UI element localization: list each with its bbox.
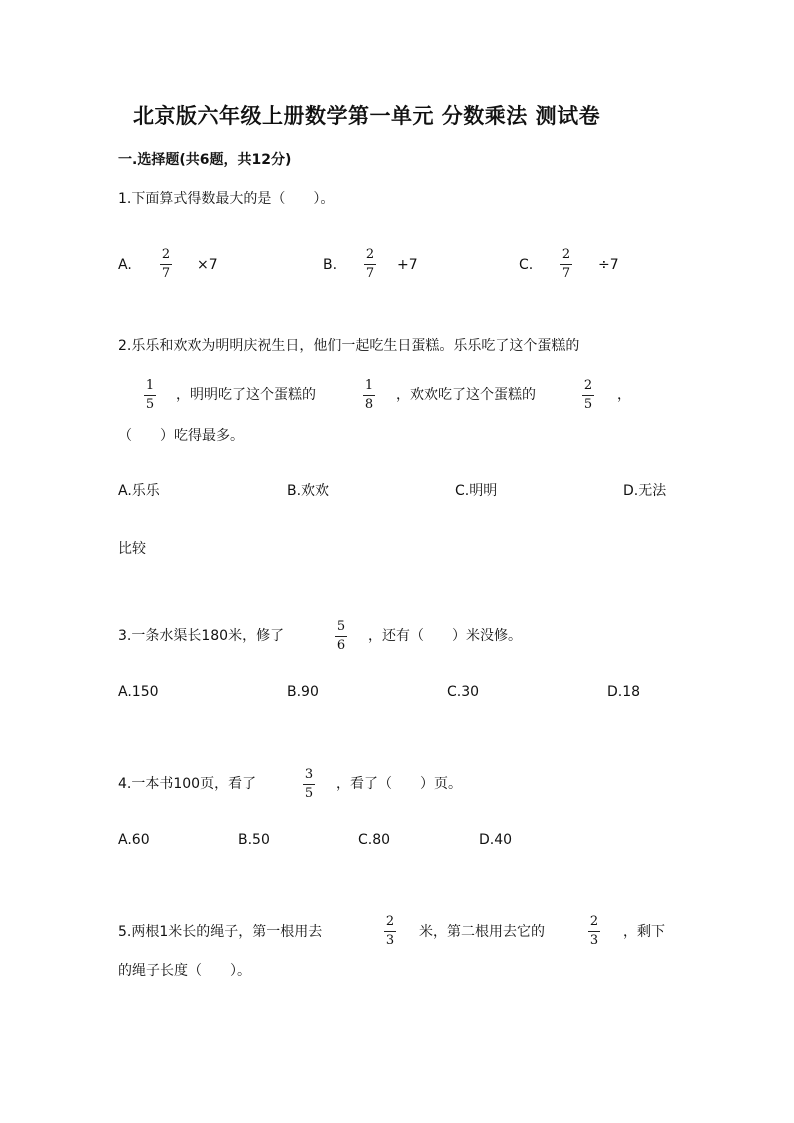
numerator: 2 bbox=[385, 914, 395, 929]
q2-option-c: C.明明 bbox=[455, 483, 498, 499]
q4-option-d: D.40 bbox=[479, 832, 513, 848]
question-5-stem-pre: 5.两根1米长的绳子，第一根用去 bbox=[118, 924, 323, 940]
q2-option-a: A.乐乐 bbox=[118, 483, 160, 499]
q4-option-c: C.80 bbox=[358, 832, 391, 848]
question-5-stem-post: ，剩下 bbox=[623, 924, 665, 940]
numerator: 2 bbox=[583, 378, 593, 393]
question-4-stem-pre: 4.一本书100页，看了 bbox=[118, 776, 257, 792]
question-4-stem-post: ，看了（ ）页。 bbox=[336, 776, 462, 792]
numerator: 3 bbox=[304, 767, 314, 782]
q3-option-b: B.90 bbox=[287, 684, 319, 700]
q1-option-b-fraction bbox=[364, 248, 376, 281]
q1-option-c-operation: ÷7 bbox=[598, 257, 619, 273]
denominator: 5 bbox=[304, 786, 314, 801]
denominator: 7 bbox=[161, 266, 171, 281]
question-3-stem-pre: 3.一条水渠长180米，修了 bbox=[118, 628, 285, 644]
denominator: 7 bbox=[561, 266, 571, 281]
numerator: 2 bbox=[161, 247, 171, 262]
q2-text-1: ，明明吃了这个蛋糕的 bbox=[176, 387, 316, 403]
q2-option-d-continued: 比较 bbox=[118, 541, 146, 557]
q1-option-a-operation: ×7 bbox=[197, 257, 218, 273]
q1-option-a-label: A. bbox=[118, 257, 132, 273]
question-2-stem: 2.乐乐和欢欢为明明庆祝生日，他们一起吃生日蛋糕。乐乐吃了这个蛋糕的 bbox=[118, 338, 580, 354]
denominator: 5 bbox=[145, 397, 155, 412]
q1-option-a-fraction bbox=[160, 248, 172, 281]
numerator: 1 bbox=[364, 378, 374, 393]
numerator: 2 bbox=[365, 247, 375, 262]
question-1-stem: 1.下面算式得数最大的是（ ）。 bbox=[118, 191, 335, 207]
question-3-stem-post: ，还有（ ）米没修。 bbox=[368, 628, 522, 644]
q5-fraction-2 bbox=[588, 915, 600, 948]
q4-option-a: A.60 bbox=[118, 832, 150, 848]
q3-fraction bbox=[335, 620, 347, 653]
denominator: 3 bbox=[589, 933, 599, 948]
denominator: 6 bbox=[336, 638, 346, 653]
question-5-stem-mid: 米，第二根用去它的 bbox=[419, 924, 545, 940]
q3-option-c: C.30 bbox=[447, 684, 480, 700]
numerator: 2 bbox=[589, 914, 599, 929]
q3-option-a: A.150 bbox=[118, 684, 159, 700]
question-5-stem-line2: 的绳子长度（ ）。 bbox=[118, 963, 251, 979]
q1-option-b-operation: +7 bbox=[397, 257, 418, 273]
q3-option-d: D.18 bbox=[607, 684, 641, 700]
denominator: 3 bbox=[385, 933, 395, 948]
q2-fraction-3 bbox=[582, 379, 594, 412]
q1-option-c-label: C. bbox=[519, 257, 534, 273]
numerator: 1 bbox=[145, 378, 155, 393]
q2-answer-line: （ ）吃得最多。 bbox=[118, 428, 244, 444]
q2-fraction-2 bbox=[363, 379, 375, 412]
denominator: 8 bbox=[364, 397, 374, 412]
numerator: 2 bbox=[561, 247, 571, 262]
q4-fraction bbox=[303, 768, 315, 801]
q4-option-b: B.50 bbox=[238, 832, 270, 848]
q1-option-b-label: B. bbox=[323, 257, 338, 273]
denominator: 5 bbox=[583, 397, 593, 412]
q5-fraction-1 bbox=[384, 915, 396, 948]
page-title: 北京版六年级上册数学第一单元 分数乘法 测试卷 bbox=[133, 103, 601, 128]
denominator: 7 bbox=[365, 266, 375, 281]
q2-option-d: D.无法 bbox=[623, 483, 667, 499]
q1-option-c-fraction bbox=[560, 248, 572, 281]
q2-option-b: B.欢欢 bbox=[287, 483, 330, 499]
section-heading: 一.选择题(共6题，共12分) bbox=[118, 152, 292, 168]
q2-text-2: ，欢欢吃了这个蛋糕的 bbox=[396, 387, 536, 403]
q2-text-3: ， bbox=[617, 387, 631, 403]
numerator: 5 bbox=[336, 619, 346, 634]
q2-fraction-1 bbox=[144, 379, 156, 412]
